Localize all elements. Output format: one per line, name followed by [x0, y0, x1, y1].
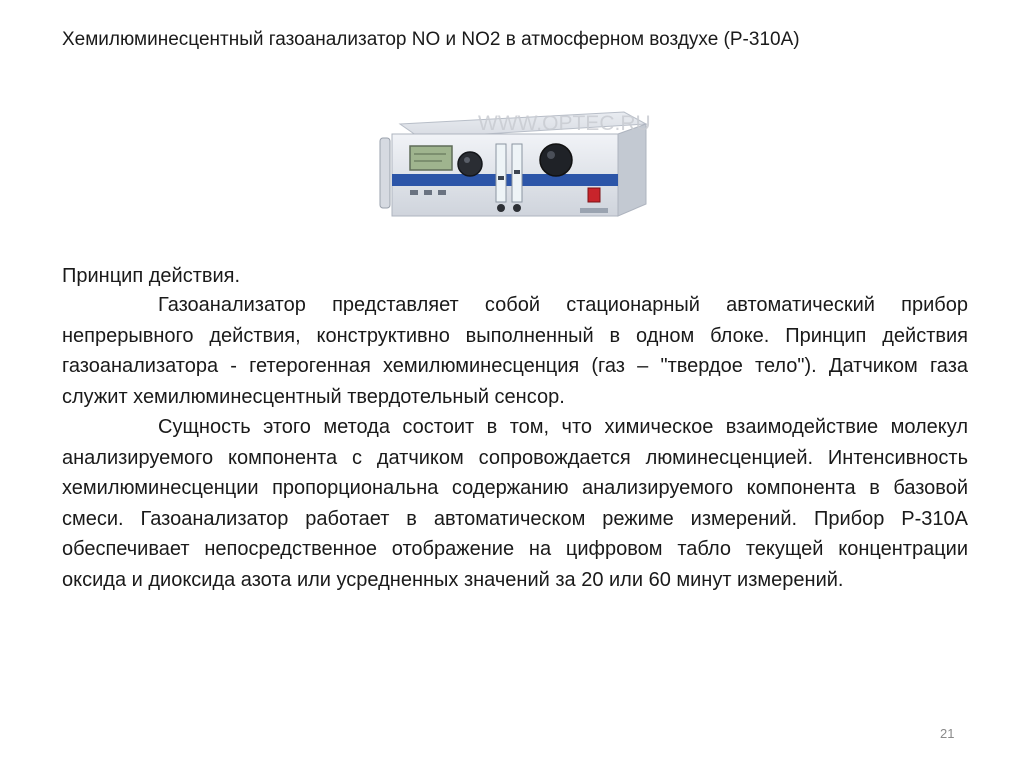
panel-button: [424, 190, 432, 195]
display-screen: [410, 146, 452, 170]
gas-analyzer-illustration: [374, 104, 654, 234]
rack-handle-left: [380, 138, 390, 208]
gas-fitting: [497, 204, 505, 212]
section-heading: Принцип действия.: [62, 265, 241, 287]
panel-button: [410, 190, 418, 195]
power-switch: [588, 188, 600, 202]
panel-button: [438, 190, 446, 195]
paragraph: Сущность этого метода состоит в том, что химическое взаимодействие молекул анализируемого компонента с датчиком сопровождается люминесценцией. Интенсивность хемилюминесценции пропорциональна содержанию анализируемого компонента в базовой смеси. Газоанализатор работает в автоматическом режиме измерений. Прибор Р-310А обеспечивает непосредственное отображение на цифровом табло текущей концентрации оксида и диоксида азота или усредненных значений за 20 или 60 минут измерений.: [62, 416, 968, 591]
slide-title: Хемилюминесцентный газоанализатор NO и NO2 в атмосферном воздухе (Р-310А): [62, 29, 800, 50]
device-photo: [374, 104, 654, 234]
flowmeter-tube: [496, 144, 506, 202]
body-text: [62, 290, 968, 595]
right-knob: [540, 144, 572, 176]
watermark-text: WWW.OPTEC.RU: [478, 112, 651, 135]
slide-number: 21: [940, 726, 955, 741]
left-knob: [458, 152, 482, 176]
paragraph: Газоанализатор представляет собой стационарный автоматический прибор непрерывного действия, конструктивно выполненный в одном блоке. Принцип действия газоанализатора - гетерогенная хемилюминесценция (газ – "твердое тело"). Датчиком газа служит хемилюминесцентный твердотельный сенсор.: [62, 294, 968, 408]
gas-fitting: [513, 204, 521, 212]
